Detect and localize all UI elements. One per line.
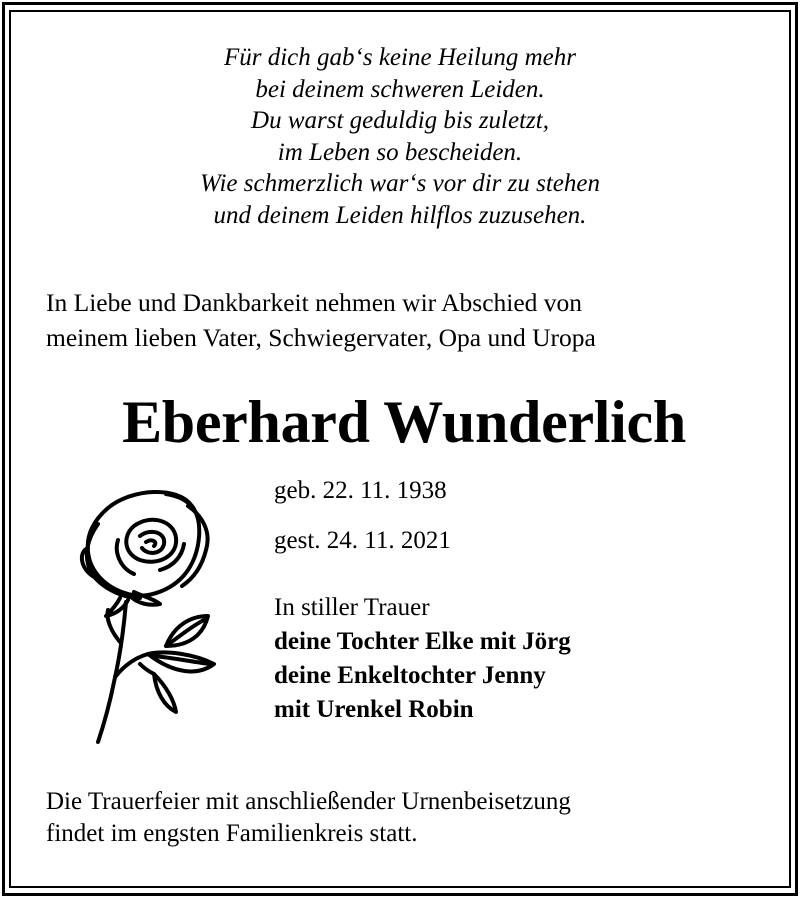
funeral-notice — [46, 786, 766, 850]
mourning-intro: In stiller Trauer — [274, 594, 430, 621]
poem-line: Für dich gab‘s keine Heilung mehr — [223, 44, 576, 71]
closing-line: findet im engsten Familienkreis statt. — [46, 820, 418, 847]
mourner-line: deine Tochter Elke mit Jörg — [274, 628, 571, 655]
intro-line: In Liebe und Dankbarkeit nehmen wir Abschied von — [46, 288, 583, 317]
poem-line: und deinem Leiden hilflos zuzusehen. — [213, 201, 587, 229]
death-date: gest. 24. 11. 2021 — [274, 527, 451, 554]
poem-line: im Leben so bescheiden. — [277, 138, 523, 166]
intro-line: meinem lieben Vater, Schwiegervater, Opa und Uropa — [46, 322, 596, 352]
mourner-line: deine Enkeltochter Jenny — [274, 662, 546, 689]
closing-line: Die Trauerfeier mit anschließender Urnenbeisetzung — [46, 788, 571, 815]
mourners-block — [274, 591, 571, 727]
birth-date: geb. 22. 11. 1938 — [274, 477, 447, 504]
farewell-intro — [46, 286, 766, 355]
mourner-line: mit Urenkel Robin — [274, 696, 474, 723]
poem-line: Wie schmerzlich war‘s vor dir zu stehen — [200, 170, 600, 197]
deceased-name: Eberhard Wunderlich — [122, 389, 686, 455]
poem-line: Du warst geduldig bis zuletzt, — [251, 107, 549, 134]
rose-icon — [70, 486, 230, 748]
poem — [0, 42, 800, 231]
poem-line: bei deinem schweren Leiden. — [255, 75, 545, 103]
